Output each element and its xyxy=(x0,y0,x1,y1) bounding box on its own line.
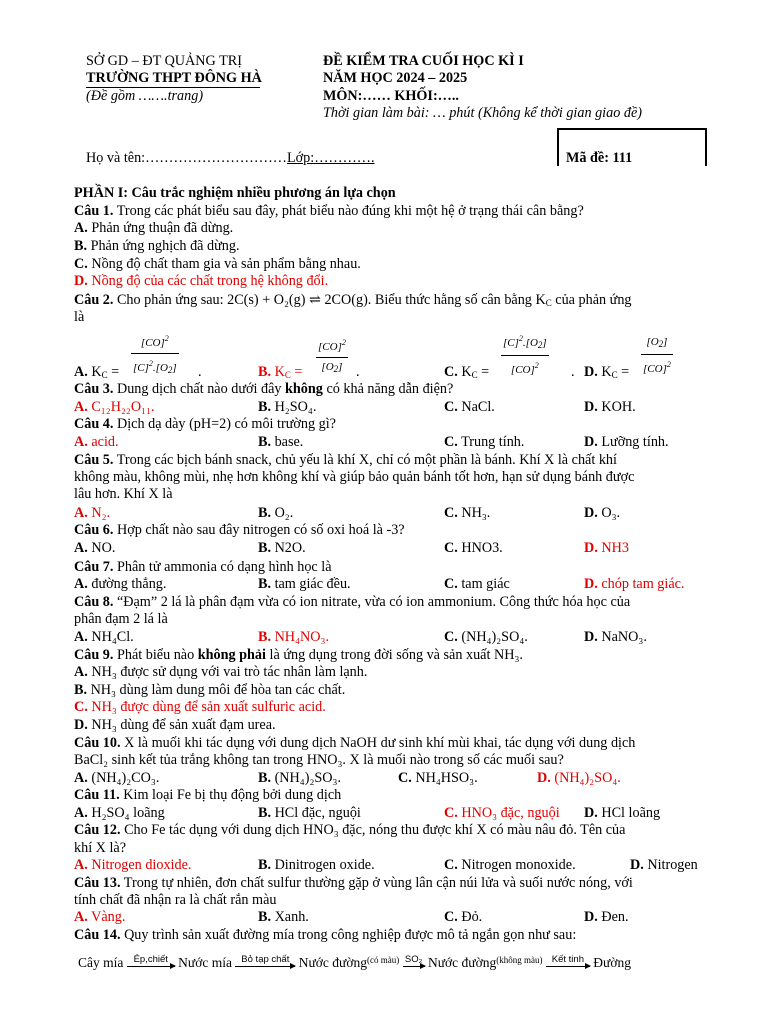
question-13-line2: tính chất đã nhận ra là chất rắn màu xyxy=(74,892,277,908)
school-year: NĂM HỌC 2024 – 2025 xyxy=(323,70,468,86)
q2-option-b: B. $K_C$ = xyxy=(258,364,303,380)
question-9: Câu 9. Phát biểu nào không phải là ứng dụng trong đời sống và sản xuất NH₃. xyxy=(74,647,523,663)
question-11: Câu 11. Kim loại Fe bị thụ động bởi dung dịch xyxy=(74,787,342,803)
school-name: TRƯỜNG THPT ĐÔNG HÀ xyxy=(86,70,262,86)
question-13: Câu 13. Trong tự nhiên, đơn chất sulfur thường gặp ở vùng lân cận núi lửa và suối nước nóng, với xyxy=(74,875,633,891)
question-1: Câu 1. Trong các phát biểu sau đây, phát biểu nào đúng khi một hệ ở trạng thái cân bằng? xyxy=(74,203,584,219)
q2-fraction-b: $\frac{[CO]^2}{[O_2]}$ xyxy=(316,334,348,378)
arrow-press: Ép,chiết xyxy=(127,955,175,967)
page-count-note: (Đề gồm …….trang) xyxy=(86,88,204,104)
q2-option-d: D. $K_C$ = xyxy=(584,364,630,380)
question-6: Câu 6. Hợp chất nào sau đây nitrogen có số oxi hoá là -3? xyxy=(74,522,405,538)
exam-code: Mã đề: 111 xyxy=(566,150,633,166)
q8-option-c: C. (NH₄)₂SO₄. xyxy=(444,629,528,645)
q9-option-c: C. NH₃ được dùng để sản xuất sulfuric acid. xyxy=(74,699,326,715)
q5-option-b: B. O₂. xyxy=(258,505,294,521)
q1-option-b: B. Phản ứng nghịch đã dừng. xyxy=(74,238,240,254)
arrow-crystallize: Kết tinh xyxy=(546,955,590,967)
q3-option-a: A. C₁₂H₂₂O₁₁. xyxy=(74,399,155,415)
q4-option-c: C. Trung tính. xyxy=(444,434,525,450)
q12-option-c: C. Nitrogen monoxide. xyxy=(444,857,576,873)
q12-option-b: B. Dinitrogen oxide. xyxy=(258,857,375,873)
dept-name: SỞ GD – ĐT QUẢNG TRỊ xyxy=(86,53,242,69)
q2-option-a: A. $K_C$ = xyxy=(74,364,120,380)
q3-option-b: B. H₂SO₄. xyxy=(258,399,317,415)
q12-option-d: D. Nitrogen xyxy=(630,857,698,873)
q14-process-diagram: Cây mía Ép,chiết Nước mía Bỏ tạp chất Nước đường$^{(có màu)}$ SO₂ Nước đường$^{(không màu)}$ Kết tinh Đường xyxy=(78,953,631,970)
question-5-line3: lâu hơn. Khí X là xyxy=(74,486,173,502)
step-sugar-water-colored: Nước đường xyxy=(298,955,367,970)
step-cane-juice: Nước mía xyxy=(178,955,232,970)
q2-option-c: C. $K_C$ = xyxy=(444,364,490,380)
q7-option-c: C. tam giác xyxy=(444,576,510,592)
q2-fraction-c: $\frac{[C]^2.[O_2]}{[CO]^2}$ xyxy=(501,330,549,379)
q11-option-c: C. HNO₃ đặc, nguội xyxy=(444,805,560,821)
q13-option-a: A. Vàng. xyxy=(74,909,126,925)
question-3: Câu 3. Dung dịch chất nào dưới đây không có khả năng dẫn điện? xyxy=(74,381,454,397)
q13-option-b: B. Xanh. xyxy=(258,909,309,925)
q7-option-a: A. đường thẳng. xyxy=(74,576,167,592)
exam-title: ĐỀ KIỂM TRA CUỐI HỌC KÌ I xyxy=(323,53,524,69)
step-sugar-water-colorless: Nước đường xyxy=(427,955,497,970)
question-10-line2: BaCl₂ sinh kết tủa trắng không tan trong HNO₃. X là muối nào trong số các muối sau? xyxy=(74,752,564,768)
student-name-field xyxy=(86,150,383,167)
question-4: Câu 4. Dịch dạ dày (pH=2) có môi trường gì? xyxy=(74,416,336,432)
q3-option-c: C. NaCl. xyxy=(444,399,495,415)
class-label: Lớp:…………. xyxy=(286,150,375,166)
q9-option-d: D. NH₃ dùng để sản xuất đạm urea. xyxy=(74,717,276,733)
q7-option-d: D. chóp tam giác. xyxy=(584,576,685,592)
question-5: Câu 5. Trong các bịch bánh snack, chủ yếu là khí X, chỉ có một phần là bánh. Khí X là chất khí xyxy=(74,452,617,468)
arrow-so2: SO₂ xyxy=(403,955,425,967)
step-sugarcane: Cây mía xyxy=(78,955,124,970)
q9-option-a: A. NH₃ được sử dụng với vai trò tác nhân làm lạnh. xyxy=(74,664,368,680)
q12-option-a: A. Nitrogen dioxide. xyxy=(74,857,192,873)
q13-option-d: D. Đen. xyxy=(584,909,629,925)
q4-option-b: B. base. xyxy=(258,434,304,450)
q6-option-d: D. NH3 xyxy=(584,540,629,556)
q8-option-d: D. NaNO₃. xyxy=(584,629,647,645)
q7-option-b: B. tam giác đều. xyxy=(258,576,351,592)
q5-option-a: A. N₂. xyxy=(74,505,111,521)
question-2: Câu 2. Cho phản ứng sau: 2C(s) + O₂(g) ⇌ 2CO(g). Biểu thức hằng số cân bằng $K_C$ của phản ứng xyxy=(74,292,632,308)
q6-option-b: B. N2O. xyxy=(258,540,306,556)
question-7: Câu 7. Phân tử ammonia có dạng hình học là xyxy=(74,559,332,575)
arrow-remove-impurities: Bỏ tạp chất xyxy=(235,955,295,967)
q1-option-a: A. Phản ứng thuận đã dừng. xyxy=(74,220,234,236)
q10-option-a: A. (NH₄)₂CO₃. xyxy=(74,770,160,786)
q6-option-c: C. HNO3. xyxy=(444,540,503,556)
q6-option-a: A. NO. xyxy=(74,540,116,556)
section-title: PHẦN I: Câu trắc nghiệm nhiều phương án lựa chọn xyxy=(74,185,396,201)
q11-option-b: B. HCl đặc, nguội xyxy=(258,805,361,821)
step-sugar: Đường xyxy=(593,955,631,970)
q11-option-d: D. HCl loãng xyxy=(584,805,661,821)
q5-option-d: D. O₃. xyxy=(584,505,621,521)
question-8-line2: phân đạm 2 lá là xyxy=(74,611,168,627)
q8-option-b: B. NH₄NO₃. xyxy=(258,629,329,645)
question-10: Câu 10. X là muối khi tác dụng với dung dịch NaOH dư sinh khí mùi khai, tác dụng với dung dịch xyxy=(74,735,636,751)
subject-line: MÔN:…… KHỐI:….. xyxy=(323,88,459,104)
q9-option-b: B. NH₃ dùng làm dung môi để hòa tan các chất. xyxy=(74,682,346,698)
q10-option-c: C. NH₄HSO₃. xyxy=(398,770,478,786)
q2-fraction-a: $\frac{[CO]^2}{[C]^2.[O_2]}$ xyxy=(131,330,179,379)
q10-option-d: D. (NH₄)₂SO₄. xyxy=(537,770,621,786)
q8-option-a: A. NH₄Cl. xyxy=(74,629,134,645)
q4-option-a: A. acid. xyxy=(74,434,119,450)
question-12-line2: khí X là? xyxy=(74,840,127,856)
q10-option-b: B. (NH₄)₂SO₃. xyxy=(258,770,342,786)
question-14: Câu 14. Quy trình sản xuất đường mía trong công nghiệp được mô tả ngắn gọn như sau: xyxy=(74,927,577,943)
q11-option-a: A. H₂SO₄ loãng xyxy=(74,805,165,821)
question-12: Câu 12. Cho Fe tác dụng với dung dịch HNO₃ đặc, nóng thu được khí X có màu nâu đỏ. Tên của xyxy=(74,822,626,838)
question-8: Câu 8. “Đạm” 2 lá là phân đạm vừa có ion nitrate, vừa có ion ammonium. Công thức hóa học của xyxy=(74,594,631,610)
q2-fraction-d: $\frac{[O_2]}{[CO]^2}$ xyxy=(643,336,671,375)
question-2-cont: là xyxy=(74,309,85,325)
q3-option-d: D. KOH. xyxy=(584,399,636,415)
time-line: Thời gian làm bài: … phút (Không kể thời gian giao đề) xyxy=(323,105,642,121)
name-label: Họ và tên:………………………… xyxy=(86,150,287,166)
q4-option-d: D. Lưỡng tính. xyxy=(584,434,669,450)
q5-option-c: C. NH₃. xyxy=(444,505,491,521)
q1-option-d: D. Nồng độ của các chất trong hệ không đổi. xyxy=(74,273,329,289)
q13-option-c: C. Đỏ. xyxy=(444,909,483,925)
q1-option-c: C. Nồng độ chất tham gia và sản phẩm bằng nhau. xyxy=(74,256,361,272)
question-5-line2: không màu, không mùi, nhẹ hơn không khí và giúp bảo quản bánh tốt hơn, hạn sử dụng bánh được xyxy=(74,469,635,485)
